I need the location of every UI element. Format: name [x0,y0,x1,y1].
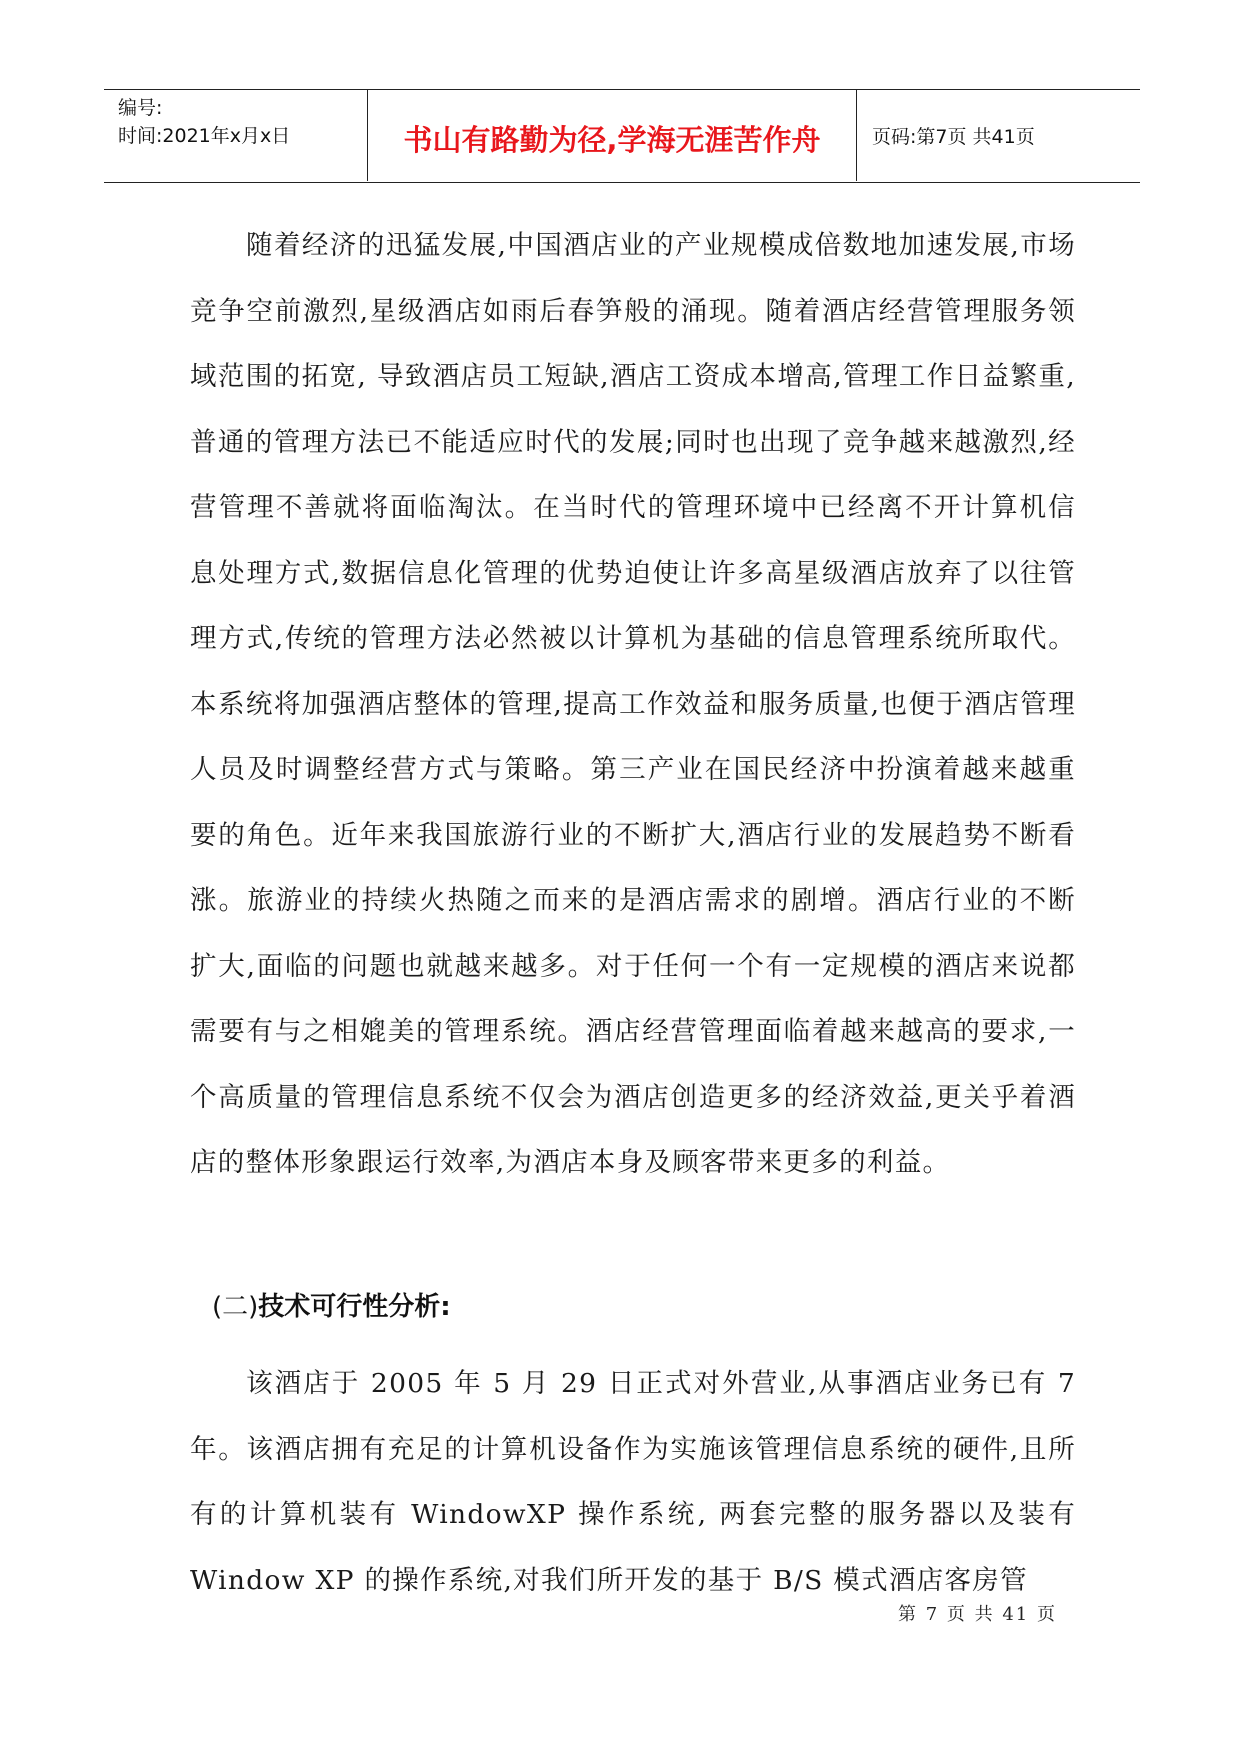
section-heading [212,1286,451,1323]
time-label: 时间:2021年x月x日 [118,125,291,147]
header-divider-right [856,90,857,181]
header-page-info: 页码:第7页 共41页 [872,126,1035,148]
page-header [104,89,1140,183]
paragraph-background: 随着经济的迅猛发展,中国酒店业的产业规模成倍数地加速发展,市场竞争空前激烈,星级酒店如雨后春笋般的涌现。随着酒店经营管理服务领域范围的拓宽, 导致酒店员工短缺,酒店工资成本增高,管理工作日益繁重,普通的管理方法已不能适应时代的发展;同时也出现了竞争越来越激烈,经营管理不善就将面临淘汰。在当时代的管理环境中已经离不开计算机信息处理方式,数据信息化管理的优势迫使让许多高星级酒店放弃了以往管理方式,传统的管理方法必然被以计算机为基础的信息管理系统所取代。本系统将加强酒店整体的管理,提高工作效益和服务质量,也便于酒店管理人员及时调整经营方式与策略。第三产业在国民经济中扮演着越来越重要的角色。近年来我国旅游行业的不断扩大,酒店行业的发展趋势不断看涨。旅游业的持续火热随之而来的是酒店需求的剧增。酒店行业的不断扩大,面临的问题也就越来越多。对于任何一个有一定规模的酒店来说都需要有与之相媲美的管理系统。酒店经营管理面临着越来越高的要求,一个高质量的管理信息系统不仅会为酒店创造更多的经济效益,更关乎着酒店的整体形象跟运行效率,为酒店本身及顾客带来更多的利益。 [190,230,1076,1178]
serial-label: 编号: [118,97,163,119]
header-meta [118,94,290,150]
section-heading-title: 技术可行性分析: [258,1292,451,1322]
paragraph-technical-feasibility: 该酒店于 2005 年 5 月 29 日正式对外营业,从事酒店业务已有 7 年。该酒店拥有充足的计算机设备作为实施该管理信息系统的硬件,且所有的计算机装有 WindowXP 操作系统, 两套完整的服务器以及装有 Window XP 的操作系统,对我们所开发的基于 B/S 模式酒店客房管 [190,1368,1076,1596]
header-motto: 书山有路勤为径,学海无涯苦作舟 [403,123,821,157]
page-footer: 第 7 页 共 41 页 [898,1604,1057,1625]
header-divider-left [367,90,368,181]
section-heading-number: (二) [212,1292,259,1322]
